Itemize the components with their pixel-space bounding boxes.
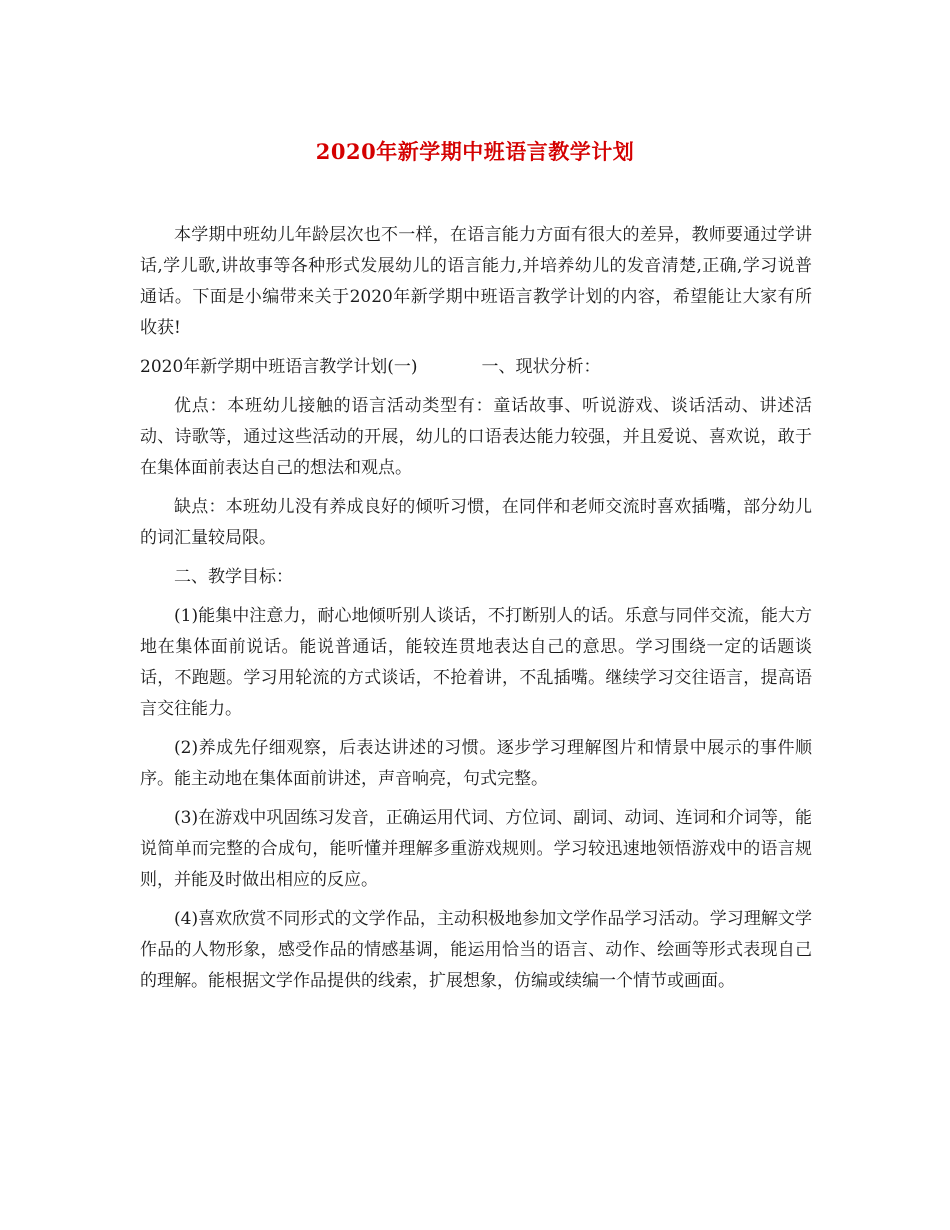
goal-paragraph: (3)在游戏中巩固练习发音，正确运用代词、方位词、副词、动词、连词和介词等，能说简单而完整的合成句，能听懂并理解多重游戏规则。学习较迅速地领悟游戏中的语言规则，并能及时做出相应的反应。 — [140, 808, 812, 890]
goal-paragraph: (4)喜欢欣赏不同形式的文学作品，主动积极地参加文学作品学习活动。学习理解文学作品的人物形象，感受作品的情感基调，能运用恰当的语言、动作、绘画等形式表现自己的理解。能根据文学作品提供的线索，扩展想象，仿编或续编一个情节或画面。 — [140, 909, 812, 991]
intro-paragraph: 本学期中班幼儿年龄层次也不一样，在语言能力方面有很大的差异，教师要通过学讲话,学儿歌,讲故事等各种形式发展幼儿的语言能力,并培养幼儿的发音清楚,正确,学习说普通话。下面是小编带来关于2020年新学期中班语言教学计划的内容，希望能让大家有所收获! — [140, 225, 812, 338]
section-title-line — [140, 352, 812, 383]
advantages-paragraph: 优点：本班幼儿接触的语言活动类型有：童话故事、听说游戏、谈话活动、讲述活动、诗歌等，通过这些活动的开展，幼儿的口语表达能力较强，并且爱说、喜欢说，敢于在集体面前表达自己的想法和观点。 — [140, 396, 812, 478]
goal-paragraph: (2)养成先仔细观察，后表达讲述的习惯。逐步学习理解图片和情景中展示的事件顺序。能主动地在集体面前讲述，声音响亮，句式完整。 — [140, 738, 812, 789]
document-title: 2020年新学期中班语言教学计划 — [315, 139, 635, 164]
section-heading-goals: 二、教学目标： — [174, 567, 293, 587]
document-body — [140, 220, 812, 1005]
goal-paragraph: (1)能集中注意力，耐心地倾听别人谈话，不打断别人的话。乐意与同伴交流，能大方地在集体面前说话。能说普通话，能较连贯地表达自己的意思。学习围绕一定的话题谈话，不跑题。学习用轮流的方式谈话，不抢着讲，不乱插嘴。继续学习交往语言，提高语言交往能力。 — [140, 606, 812, 719]
section-heading-status: 一、现状分析： — [481, 357, 601, 377]
disadvantages-paragraph: 缺点：本班幼儿没有养成良好的倾听习惯，在同伴和老师交流时喜欢插嘴，部分幼儿的词汇量较局限。 — [140, 497, 812, 548]
section-title: 2020年新学期中班语言教学计划(一) — [140, 357, 418, 377]
